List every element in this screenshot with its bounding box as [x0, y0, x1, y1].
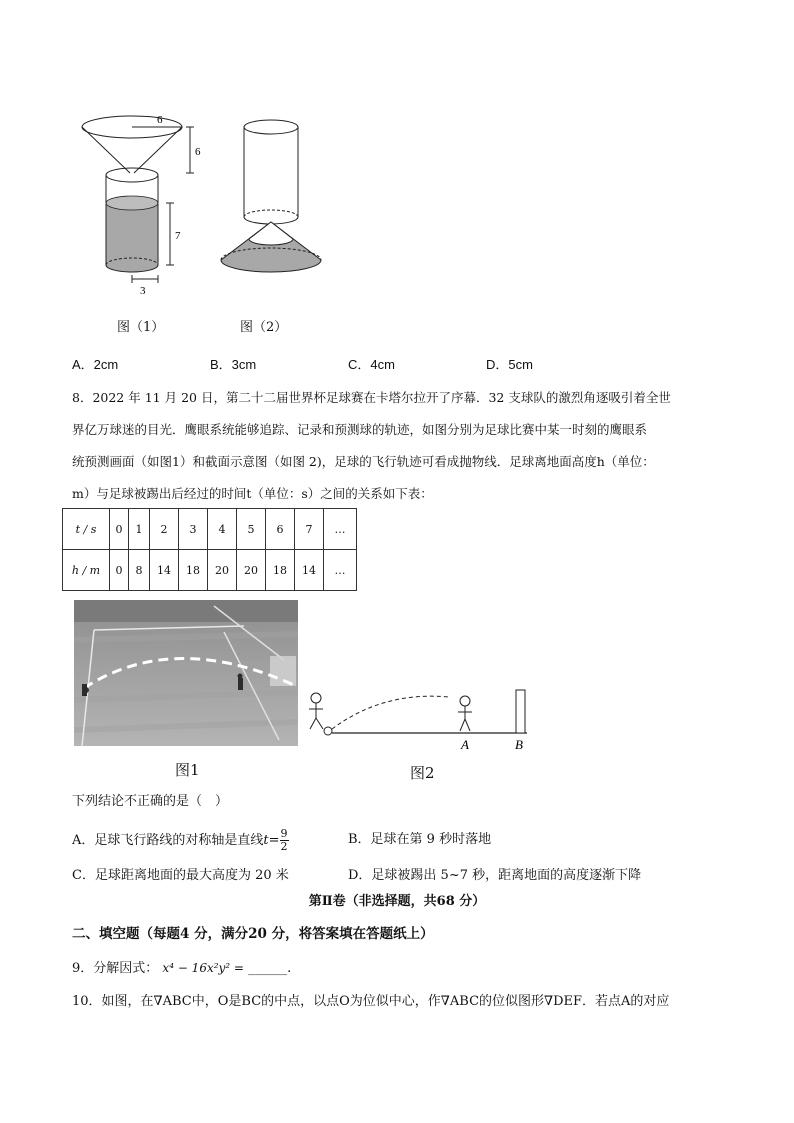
- fig1-caption: 图1: [175, 761, 200, 779]
- figure-1-cone-cylinder: [72, 105, 222, 305]
- t-cell: 1: [129, 509, 150, 550]
- figure-1-caption: 图（1）: [117, 320, 165, 335]
- trajectory-diagram: [303, 685, 533, 755]
- fig2-caption: 图2: [410, 764, 435, 782]
- option-a-var: t: [263, 833, 269, 848]
- fraction-denominator: 2: [280, 840, 288, 853]
- label-b: B: [515, 737, 523, 752]
- q9-prefix: 9．分解因式：: [72, 961, 159, 976]
- q8-line-2: 界亿万球迷的目光．鹰眼系统能够追踪、记录和预测球的轨迹，如图分别为足球比赛中某一时刻的鹰眼系: [72, 422, 648, 437]
- dim-cone-radius: 6: [157, 114, 163, 126]
- q7-option-a: A．2cm: [72, 357, 119, 372]
- h-cell: 8: [129, 550, 150, 591]
- row-label-t: t / s: [63, 509, 110, 550]
- t-cell: 3: [179, 509, 208, 550]
- q8-option-d: D．足球被踢出 5~7 秒，距离地面的高度逐渐下降: [348, 868, 642, 883]
- q8-line-1: 8．2022 年 11 月 20 日，第二十二届世界杯足球赛在卡塔尔拉开了序幕．32 支球队的激烈角逐吸引着全世: [72, 390, 671, 405]
- table-row-t: [63, 509, 357, 550]
- table-row-h: [63, 550, 357, 591]
- row-label-h: h / m: [63, 550, 110, 591]
- part-2-title: 第Ⅱ卷（非选择题，共68 分）: [308, 894, 486, 909]
- q10-line-1: 10．如图，在∇ABC中，O是BC的中点，以点O为位似中心，作∇ABC的位似图形∇DEF．若点A的对应: [72, 994, 670, 1009]
- q8-option-a: [72, 826, 289, 856]
- t-cell: 5: [237, 509, 266, 550]
- dim-cyl-radius: 3: [140, 285, 146, 297]
- h-cell: …: [324, 550, 357, 591]
- q7-option-d: D．5cm: [486, 357, 533, 372]
- q8-option-b: B．足球在第 9 秒时落地: [348, 832, 492, 847]
- height-time-table: [62, 508, 357, 591]
- q7-option-b: B．3cm: [210, 357, 257, 372]
- option-a-text: A．足球飞行路线的对称轴是直线: [72, 833, 264, 848]
- dim-water-height: 7: [175, 230, 181, 242]
- figure-2-cylinder-cone: [215, 110, 345, 300]
- h-cell: 20: [208, 550, 237, 591]
- h-cell: 0: [110, 550, 129, 591]
- q8-line-3: 统预测画面（如图1）和截面示意图（如图 2)，足球的飞行轨迹可看成抛物线．足球离地面高度h（单位：: [72, 454, 655, 469]
- q9-end: .: [287, 961, 292, 976]
- figure-2-caption: 图（2）: [240, 320, 288, 335]
- fraction-9-2: [280, 828, 289, 853]
- q7-option-c: C．4cm: [348, 357, 395, 372]
- t-cell: …: [324, 509, 357, 550]
- label-a: A: [461, 737, 469, 752]
- q9-expression: x⁴ − 16x²y² =: [162, 961, 244, 975]
- q9: [72, 958, 291, 979]
- q8-option-c: C．足球距离地面的最大高度为 20 米: [72, 868, 289, 883]
- h-cell: 14: [295, 550, 324, 591]
- h-cell: 18: [179, 550, 208, 591]
- h-cell: 18: [266, 550, 295, 591]
- fraction-numerator: 9: [280, 827, 288, 840]
- t-cell: 7: [295, 509, 324, 550]
- h-cell: 20: [237, 550, 266, 591]
- hawkeye-photo: [74, 600, 298, 746]
- h-cell: 14: [150, 550, 179, 591]
- t-cell: 4: [208, 509, 237, 550]
- q9-blank: ______: [248, 961, 288, 976]
- q8-line-4: m）与足球被踢出后经过的时间t（单位：s）之间的关系如下表：: [72, 486, 433, 501]
- dim-cone-height: 6: [195, 146, 201, 158]
- t-cell: 2: [150, 509, 179, 550]
- section-2-title: 二、填空题（每题4 分，满分20 分，将答案填在答题纸上）: [72, 926, 434, 942]
- t-cell: 0: [110, 509, 129, 550]
- option-a-eq: =: [268, 833, 280, 848]
- q8-question: 下列结论不正确的是（ ）: [72, 794, 229, 809]
- t-cell: 6: [266, 509, 295, 550]
